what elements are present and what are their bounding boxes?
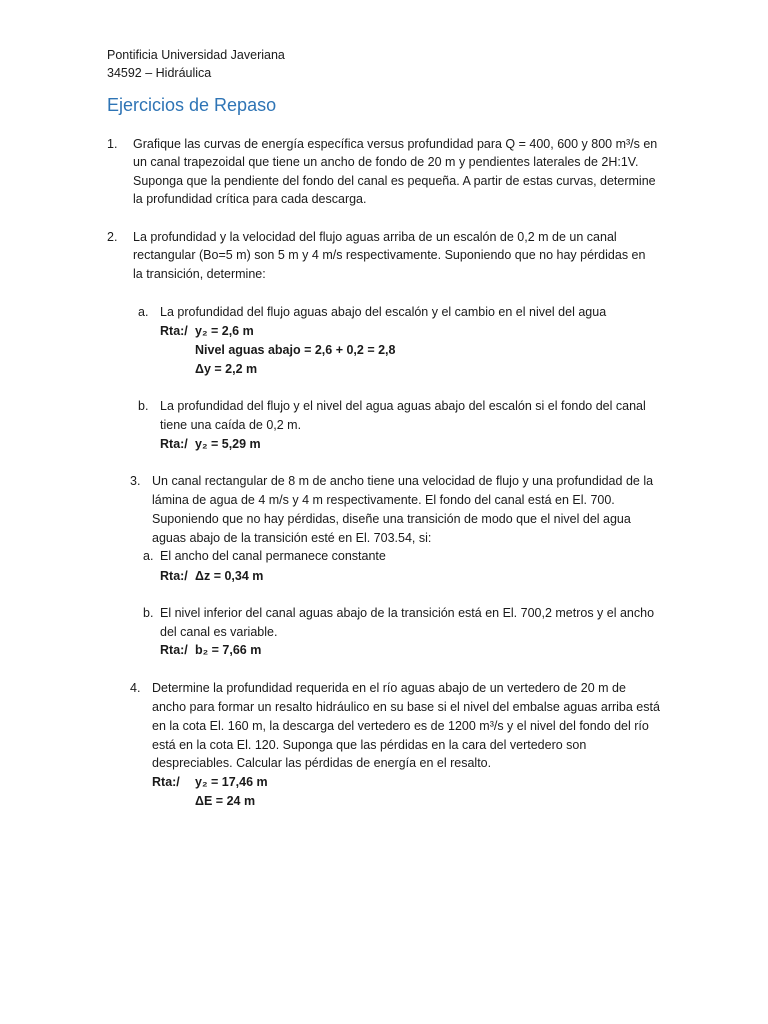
- exercise-4-line: despreciables. Calcular las pérdidas de energía en el resalto.: [152, 756, 492, 770]
- exercise-3-line: Suponiendo que no hay pérdidas, diseñe una transición de modo que el nivel del agua: [152, 512, 631, 526]
- exercise-1-line: Suponga que la pendiente del fondo del canal es pequeña. A partir de estas curvas, determine: [133, 174, 656, 188]
- exercise-4-number: 4.: [130, 681, 141, 695]
- answer-label: Rta:/: [160, 643, 188, 657]
- page-title: Ejercicios de Repaso: [107, 95, 277, 115]
- answer-value: y₂ = 17,46 m: [195, 775, 268, 789]
- answer-value: b₂ = 7,66 m: [195, 643, 262, 657]
- exercise-2b-line: tiene una caída de 0,2 m.: [160, 418, 302, 432]
- exercise-4-line: Determine la profundidad requerida en el río aguas abajo de un vertedero de 20 m de: [152, 681, 626, 695]
- answer-value: y₂ = 2,6 m: [195, 324, 254, 338]
- exercise-2-line: la transición, determine:: [133, 267, 266, 281]
- exercise-3-line: Un canal rectangular de 8 m de ancho tiene una velocidad de flujo y una profundidad de la: [152, 474, 654, 488]
- exercise-1-line: Grafique las curvas de energía específica versus profundidad para Q = 400, 600 y 800 m³/s en: [133, 137, 658, 151]
- exercise-4-line: en la cota El. 160 m, la descarga del vertedero es de 1200 m³/s y el nivel del fondo del río: [152, 719, 649, 733]
- exercise-2-line: La profundidad y la velocidad del flujo aguas arriba de un escalón de 0,2 m de un canal: [133, 230, 617, 244]
- answer-label: Rta:/: [160, 324, 188, 338]
- exercise-3-number: 3.: [130, 474, 141, 488]
- exercise-1-number: 1.: [107, 137, 118, 151]
- exercise-3-line: aguas abajo de la transición esté en El. 703.54, si:: [152, 531, 432, 545]
- answer-value: Δy = 2,2 m: [195, 362, 258, 376]
- exercise-3-line: lámina de agua de 4 m/s y 4 m respectivamente. El fondo del canal está en El. 700.: [152, 493, 615, 507]
- exercise-4-line: está en la cota El. 120. Suponga que las pérdidas en la cara del vertedero son: [152, 738, 587, 752]
- exercise-3b-line: del canal es variable.: [160, 625, 278, 639]
- exercise-3b-line: El nivel inferior del canal aguas abajo de la transición está en El. 700,2 metros y el ancho: [160, 606, 655, 620]
- exercise-3a-text: El ancho del canal permanece constante: [160, 549, 386, 563]
- exercise-3b-marker: b.: [143, 606, 154, 620]
- answer-value: ΔE = 24 m: [195, 794, 256, 808]
- exercise-1-line: la profundidad crítica para cada descarga.: [133, 192, 367, 206]
- university-name: Pontificia Universidad Javeriana: [107, 48, 285, 62]
- answer-label: Rta:/: [160, 569, 188, 583]
- course-code: 34592 – Hidráulica: [107, 66, 212, 80]
- answer-value: y₂ = 5,29 m: [195, 437, 261, 451]
- exercise-2b-line: La profundidad del flujo y el nivel del agua aguas abajo del escalón si el fondo del canal: [160, 399, 646, 413]
- exercise-2a-text: La profundidad del flujo aguas abajo del escalón y el cambio en el nivel del agua: [160, 305, 607, 319]
- answer-value: Δz = 0,34 m: [195, 569, 264, 583]
- exercise-1-line: un canal trapezoidal que tiene un ancho de fondo de 20 m y pendientes laterales de 2H:1V.: [133, 155, 639, 169]
- exercise-2a-marker: a.: [138, 305, 149, 319]
- answer-label: Rta:/: [152, 775, 180, 789]
- exercise-2b-marker: b.: [138, 399, 149, 413]
- exercise-2-line: rectangular (Bo=5 m) son 5 m y 4 m/s respectivamente. Suponiendo que no hay pérdidas en: [133, 248, 646, 262]
- exercise-3a-marker: a.: [143, 549, 154, 563]
- answer-value: Nivel aguas abajo = 2,6 + 0,2 = 2,8: [195, 343, 396, 357]
- exercise-4-line: ancho para formar un resalto hidráulico en su base si el nivel del embalse aguas arriba está: [152, 700, 660, 714]
- answer-label: Rta:/: [160, 437, 188, 451]
- exercise-2-number: 2.: [107, 230, 118, 244]
